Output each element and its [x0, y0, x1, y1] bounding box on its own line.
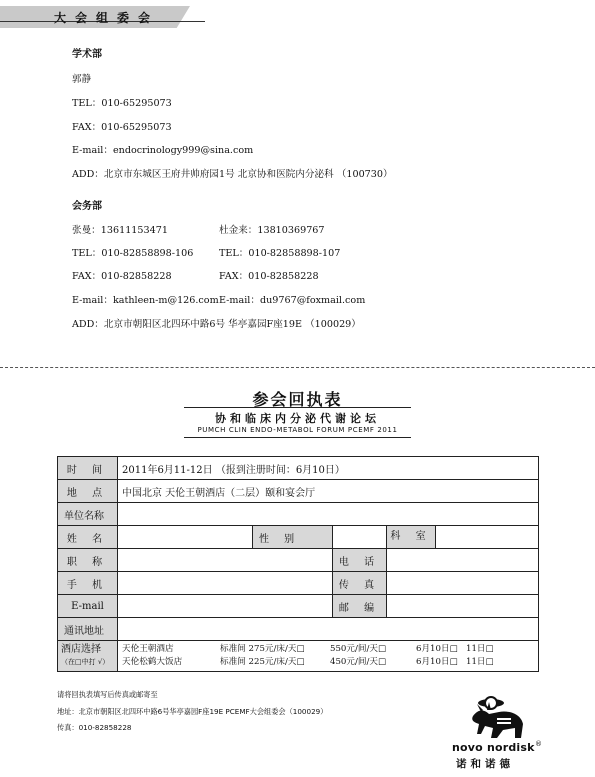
affairs-section-title: 会务部	[72, 201, 102, 212]
fax-label: 传 真	[333, 572, 387, 595]
table-row-address	[58, 618, 539, 641]
org-label: 单位名称	[58, 503, 118, 526]
affairs-right-email: E-mail：du9767@foxmail.com	[219, 295, 366, 306]
logo-wordmark: novo nordisk	[452, 741, 535, 754]
time-label: 时 间	[58, 457, 118, 480]
hotel-2-date-10: 6月10日□	[416, 657, 458, 667]
cut-line	[0, 367, 595, 368]
title-rule-top	[184, 407, 411, 408]
hotel-2-double: 450元/间/天□	[330, 657, 387, 667]
header-title: 大会组委会	[54, 11, 160, 25]
phone-field[interactable]	[387, 549, 539, 572]
footer-fax: 传真：010-82858228	[57, 723, 132, 732]
place-label: 地 点	[58, 480, 118, 503]
hotel-option-1[interactable]	[122, 643, 534, 656]
time-value: 2011年6月11-12日 （报到注册时间：6月10日）	[118, 457, 539, 480]
hotel-1-date-11: 11日□	[466, 644, 494, 654]
job-title-field[interactable]	[118, 549, 333, 572]
table-row-title	[58, 549, 539, 572]
affairs-right-tel: TEL：010-82858898-107	[219, 248, 341, 259]
zip-label: 邮 编	[333, 595, 387, 618]
registration-table	[57, 456, 539, 672]
academic-tel: TEL：010-65295073	[72, 98, 172, 109]
registered-mark: ®	[535, 740, 542, 748]
name-field[interactable]	[118, 526, 253, 549]
table-row-place	[58, 480, 539, 503]
mobile-field[interactable]	[118, 572, 333, 595]
form-title: 参会回执表	[252, 390, 343, 409]
table-row-time	[58, 457, 539, 480]
hotel-label: 酒店选择	[61, 644, 101, 655]
dept-cell	[387, 526, 539, 549]
table-row-org	[58, 503, 539, 526]
affairs-left-email: E-mail：kathleen-m@126.com	[72, 295, 219, 306]
academic-fax: FAX：010-65295073	[72, 122, 172, 133]
phone-label: 电 话	[333, 549, 387, 572]
email-label: E-mail	[58, 595, 118, 618]
gender-field[interactable]	[333, 526, 387, 549]
form-subtitle-en: PUMCH CLIN ENDO-METABOL FORUM PCEMF 2011	[197, 426, 398, 434]
academic-email: E-mail：endocrinology999@sina.com	[72, 145, 254, 156]
dept-label: 科 室	[387, 526, 436, 548]
email-field[interactable]	[118, 595, 333, 618]
academic-contact-name: 郭静	[72, 74, 92, 85]
org-field[interactable]	[118, 503, 539, 526]
hotel-label-cell	[58, 641, 118, 672]
academic-address: ADD：北京市东城区王府井帅府园1号 北京协和医院内分泌科 （100730）	[72, 169, 393, 180]
hotel-2-date-11: 11日□	[466, 657, 494, 667]
place-value: 中国北京 天伦王朝酒店（二层）颐和宴会厅	[118, 480, 539, 503]
hotel-options	[118, 641, 539, 672]
title-rule-bottom	[184, 437, 411, 438]
affairs-right-name: 杜金来：13810369767	[219, 225, 325, 236]
affairs-address: ADD：北京市朝阳区北四环中路6号 华亭嘉园F座19E （100029）	[72, 319, 361, 330]
hotel-option-2[interactable]	[122, 656, 534, 669]
table-row-mobile	[58, 572, 539, 595]
affairs-left-fax: FAX：010-82858228	[72, 271, 172, 282]
hotel-1-date-10: 6月10日□	[416, 644, 458, 654]
logo-wordmark-cn: 诺和诺德	[456, 758, 514, 770]
gender-label: 性 别	[253, 526, 333, 549]
dept-field[interactable]	[436, 526, 538, 548]
mobile-label: 手 机	[58, 572, 118, 595]
hotel-1-standard: 标准间 275元/床/天□	[220, 644, 305, 654]
table-row-name	[58, 526, 539, 549]
address-field[interactable]	[118, 618, 539, 641]
footer-address: 地址：北京市朝阳区北四环中路6号华亭嘉园F座19E PCEMF大会组委会（100029）	[57, 707, 328, 716]
address-label: 通讯地址	[58, 618, 118, 641]
footer-note: 请将回执表填写后传真或邮寄至	[57, 690, 158, 699]
hotel-2-name: 天伦松鹤大饭店	[122, 657, 183, 667]
affairs-left-name: 张曼：13611153471	[72, 225, 168, 236]
affairs-right-fax: FAX：010-82858228	[219, 271, 319, 282]
fax-field[interactable]	[387, 572, 539, 595]
hotel-sub-label: （在□中打 √）	[61, 658, 110, 666]
table-row-email	[58, 595, 539, 618]
academic-section-title: 学术部	[72, 49, 102, 60]
name-label: 姓 名	[58, 526, 118, 549]
table-row-hotel	[58, 641, 539, 672]
zip-field[interactable]	[387, 595, 539, 618]
hotel-1-double: 550元/间/天□	[330, 644, 387, 654]
hotel-1-name: 天伦王朝酒店	[122, 644, 174, 654]
hotel-2-standard: 标准间 225元/床/天□	[220, 657, 305, 667]
form-subtitle: 协和临床内分泌代谢论坛	[215, 412, 380, 425]
affairs-left-tel: TEL：010-82858898-106	[72, 248, 194, 259]
job-title-label: 职 称	[58, 549, 118, 572]
